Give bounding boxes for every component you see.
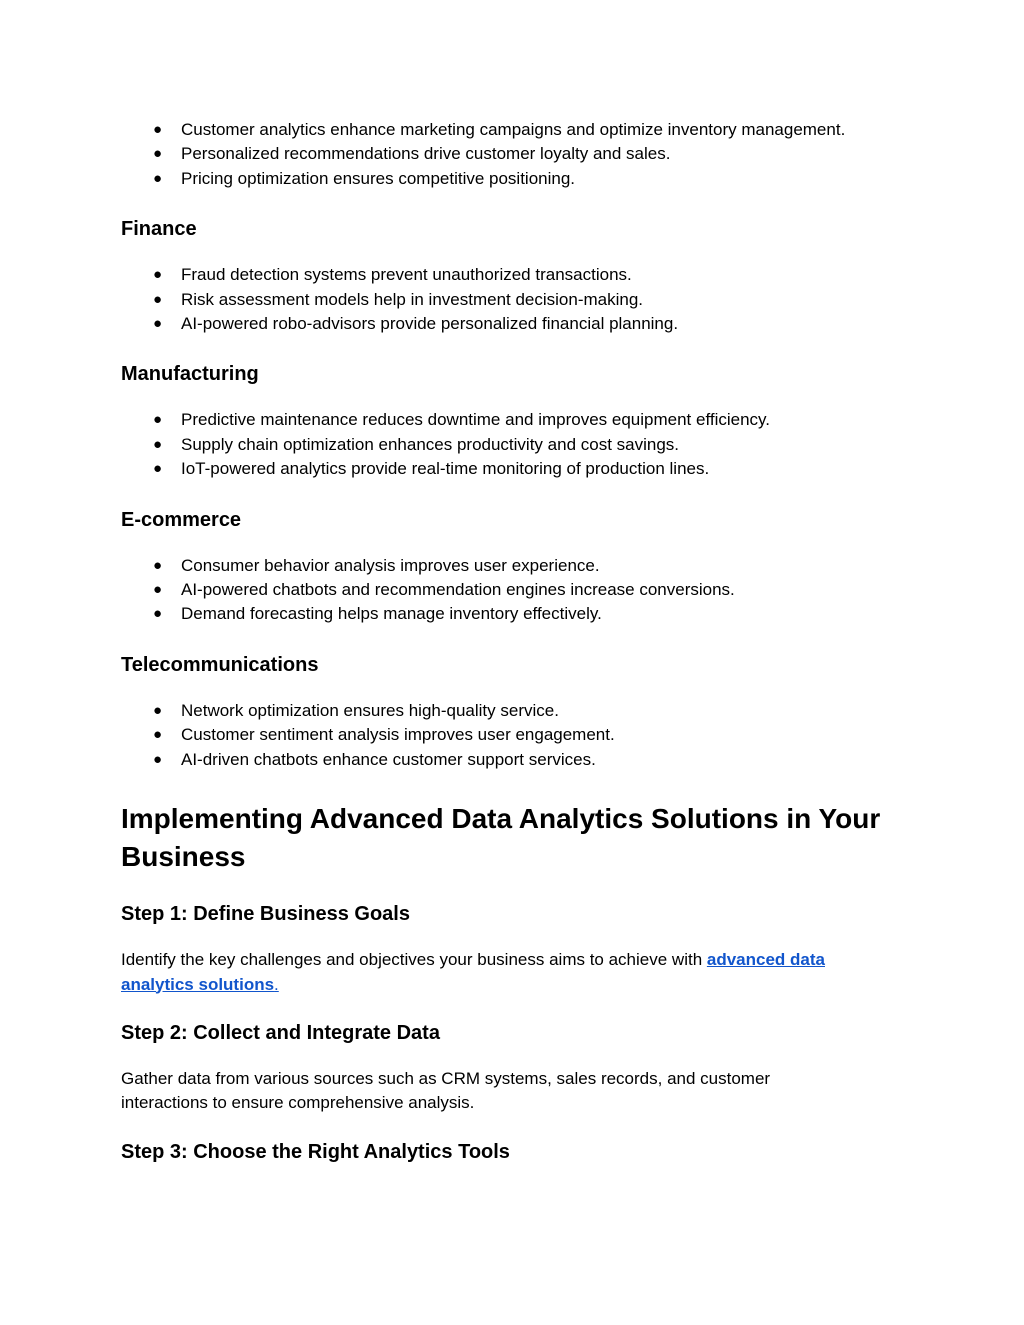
bullet-icon: ●: [153, 145, 163, 163]
step1-heading: Step 1: Define Business Goals: [121, 903, 410, 926]
manufacturing-bullet-list: [121, 408, 911, 481]
bullet-icon: ●: [153, 315, 163, 333]
list-item: ● Personalized recommendations drive customer loyalty and sales.: [121, 142, 911, 166]
bullet-icon: ●: [153, 435, 163, 453]
bullet-icon: ●: [153, 750, 163, 768]
bullet-icon: ●: [153, 726, 163, 744]
telecommunications-bullet-list: [121, 699, 911, 772]
list-item: ● Customer analytics enhance marketing campaigns and optimize inventory management.: [121, 118, 911, 142]
section-heading-telecommunications: Telecommunications: [121, 653, 319, 676]
bullet-icon: ●: [153, 701, 163, 719]
list-item: ● AI-powered chatbots and recommendation engines increase conversions.: [121, 578, 911, 602]
list-item: ● Network optimization ensures high-quality service.: [121, 699, 911, 723]
bullet-icon: ●: [153, 266, 163, 284]
bullet-icon: ●: [153, 581, 163, 599]
step1-paragraph: Identify the key challenges and objectives your business aims to achieve with advanced data analytics solutions.: [121, 950, 825, 994]
step2-paragraph: Gather data from various sources such as CRM systems, sales records, and customer interactions to ensure comprehensive analysis.: [121, 1068, 771, 1113]
bullet-icon: ●: [153, 460, 163, 478]
bullet-icon: ●: [153, 411, 163, 429]
list-item: ● AI-powered robo-advisors provide personalized financial planning.: [121, 312, 911, 336]
advanced-data-analytics-link[interactable]: advanced data: [706, 950, 825, 970]
list-item: ● Supply chain optimization enhances productivity and cost savings.: [121, 433, 911, 457]
ecommerce-bullet-list: [121, 554, 911, 627]
list-item: ● Pricing optimization ensures competitive positioning.: [121, 167, 911, 191]
list-item: ● Consumer behavior analysis improves user experience.: [121, 554, 911, 578]
list-item: ● Predictive maintenance reduces downtime and improves equipment efficiency.: [121, 408, 911, 432]
bullet-icon: ●: [153, 605, 163, 623]
list-item: ● Fraud detection systems prevent unauthorized transactions.: [121, 263, 911, 287]
list-item: ● Customer sentiment analysis improves user engagement.: [121, 723, 911, 747]
advanced-data-analytics-link-continued[interactable]: analytics solutions: [121, 974, 275, 994]
main-heading: Implementing Advanced Data Analytics Solutions in Your Business: [121, 803, 881, 873]
section-heading-finance: Finance: [121, 218, 197, 241]
list-item: ● IoT-powered analytics provide real-time monitoring of production lines.: [121, 457, 911, 481]
list-item: ● AI-driven chatbots enhance customer support services.: [121, 748, 911, 772]
step3-heading: Step 3: Choose the Right Analytics Tools: [121, 1140, 510, 1163]
bullet-icon: ●: [153, 556, 163, 574]
retail-bullet-list: [121, 118, 911, 191]
list-item: ● Demand forecasting helps manage inventory effectively.: [121, 602, 911, 626]
bullet-icon: ●: [153, 290, 163, 308]
list-item: ● Risk assessment models help in investment decision-making.: [121, 288, 911, 312]
bullet-icon: ●: [153, 121, 163, 138]
bullet-icon: ●: [153, 169, 163, 187]
section-heading-manufacturing: Manufacturing: [121, 363, 259, 386]
step2-heading: Step 2: Collect and Integrate Data: [121, 1021, 440, 1044]
section-heading-ecommerce: E-commerce: [121, 508, 242, 531]
document-body: [121, 118, 911, 1164]
finance-bullet-list: [121, 263, 911, 336]
